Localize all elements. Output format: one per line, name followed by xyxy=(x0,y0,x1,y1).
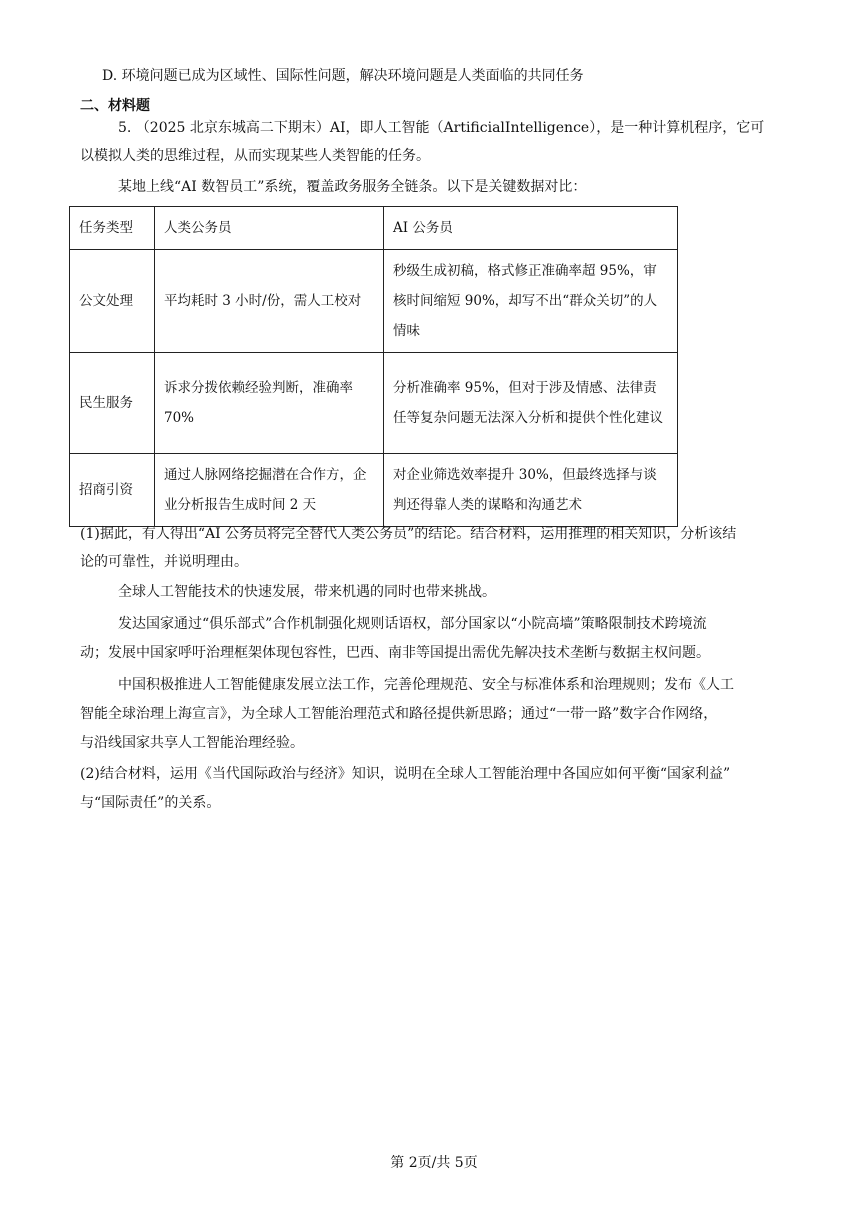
q5-intro: 某地上线“AI 数智员工”系统，覆盖政务服务全链条。以下是关键数据对比： xyxy=(118,179,587,195)
q2-line-1: (2)结合材料，运用《当代国际政治与经济》知识，说明在全球人工智能治理中各国应如何平衡“国家利益” xyxy=(80,766,731,782)
table-cell: 公文处理 xyxy=(70,250,155,353)
material-2-paragraph-3-line-1: 中国积极推进人工智能健康发展立法工作，完善伦理规范、安全与标准体系和治理规则；发布《人工 xyxy=(118,677,734,693)
material-2-paragraph-2-line-1: 发达国家通过“俱乐部式”合作机制强化规则话语权，部分国家以“小院高墙”策略限制技术跨境流 xyxy=(118,616,707,632)
table-cell: 秒级生成初稿，格式修正准确率超 95%，审核时间缩短 90%，却写不出“群众关切”的人情味 xyxy=(384,250,678,353)
table-header-cell: AI 公务员 xyxy=(384,207,678,250)
table-cell: 平均耗时 3 小时/份，需人工校对 xyxy=(155,250,384,353)
table-cell: 对企业筛选效率提升 30%，但最终选择与谈判还得靠人类的谋略和沟通艺术 xyxy=(384,454,678,527)
q2-line-2: 与“国际责任”的关系。 xyxy=(80,795,221,811)
page-footer: 第 2页/共 5页 xyxy=(390,1155,478,1171)
table-row xyxy=(70,454,678,527)
table-row xyxy=(70,353,678,454)
material-2-paragraph-3-line-3: 与沿线国家共享人工智能治理经验。 xyxy=(80,735,304,751)
q5-line-2: 以模拟人类的思维过程，从而实现某些人类智能的任务。 xyxy=(80,148,430,164)
material-2-paragraph-3-line-2: 智能全球治理上海宣言》，为全球人工智能治理范式和路径提供新思路；通过“一带一路”数字合作网络， xyxy=(80,706,718,722)
table-header-cell: 任务类型 xyxy=(70,207,155,250)
q1-line-2: 论的可靠性，并说明理由。 xyxy=(80,554,248,570)
material-2-paragraph-1: 全球人工智能技术的快速发展，带来机遇的同时也带来挑战。 xyxy=(118,584,496,600)
table-cell: 诉求分拨依赖经验判断，准确率 70% xyxy=(155,353,384,454)
table-cell: 招商引资 xyxy=(70,454,155,527)
comparison-table xyxy=(69,206,678,527)
table-header-row xyxy=(70,207,678,250)
q1-line-1: (1)据此，有人得出“AI 公务员将完全替代人类公务员”的结论。结合材料，运用推理的相关知识，分析该结 xyxy=(80,526,737,542)
option-d: D. 环境问题已成为区域性、国际性问题，解决环境问题是人类面临的共同任务 xyxy=(102,68,584,84)
table-cell: 民生服务 xyxy=(70,353,155,454)
q5-line-1: 5. （2025 北京东城高二下期末）AI，即人工智能（ArtificialIntelligence），是一种计算机程序，它可 xyxy=(118,120,765,136)
table-cell: 分析准确率 95%，但对于涉及情感、法律责任等复杂问题无法深入分析和提供个性化建议 xyxy=(384,353,678,454)
table-cell: 通过人脉网络挖掘潜在合作方，企业分析报告生成时间 2 天 xyxy=(155,454,384,527)
section-title: 二、材料题 xyxy=(80,98,150,114)
table-row xyxy=(70,250,678,353)
table-header-cell: 人类公务员 xyxy=(155,207,384,250)
material-2-paragraph-2-line-2: 动；发展中国家呼吁治理框架体现包容性，巴西、南非等国提出需优先解决技术垄断与数据主权问题。 xyxy=(80,645,710,661)
